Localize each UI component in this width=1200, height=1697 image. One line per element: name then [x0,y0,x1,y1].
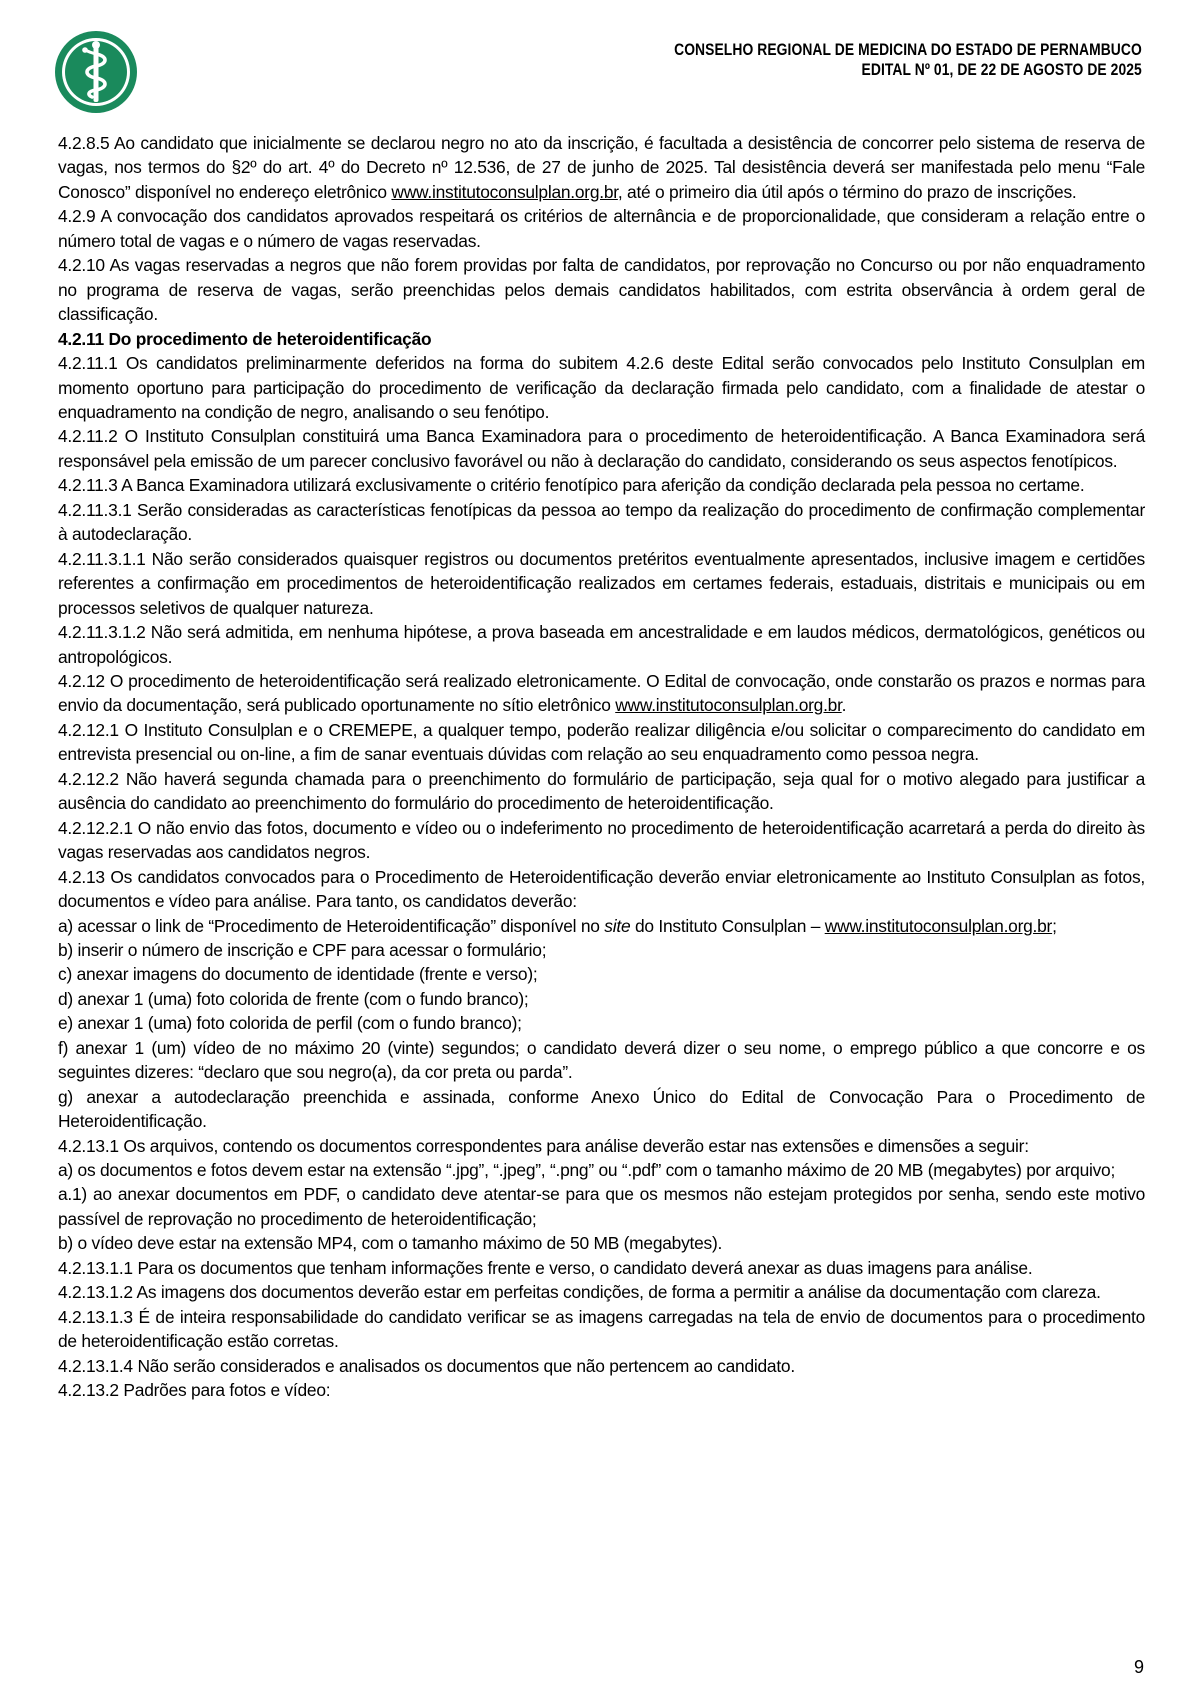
paragraph-4-2-11-1: 4.2.11.1 Os candidatos preliminarmente deferidos na forma do subitem 4.2.6 deste Edital serão convocados pelo Instituto Consulplan em momento oportuno para participação do procedimento de verificação da declaração firmada pelo candidato, com a finalidade de atestar o enquadramento na condição de negro, analisando o seu fenótipo. [58,353,1145,422]
paragraph-4-2-13-1-3: 4.2.13.1.3 É de inteira responsabilidade do candidato verificar se as imagens carregadas na tela de envio de documentos para o procedimento de heteroidentificação estão corretas. [58,1306,1145,1352]
list-item-b: b) inserir o número de inscrição e CPF para acessar o formulário; [58,939,547,960]
paragraph-4-2-13-1-4: 4.2.13.1.4 Não serão considerados e analisados os documentos que não pertencem ao candidato. [58,1355,795,1376]
list-item-c: c) anexar imagens do documento de identidade (frente e verso); [58,964,538,985]
caduceus-icon [54,30,138,114]
paragraph-4-2-11-3-1: 4.2.11.3.1 Serão consideradas as características fenotípicas da pessoa ao tempo da realização do procedimento de confirmação complementar à autodeclaração. [58,499,1145,545]
document-body [58,131,1145,1403]
paragraph-4-2-12-2: 4.2.12.2 Não haverá segunda chamada para o preenchimento do formulário de participação, seja qual for o motivo alegado para justificar a ausência do candidato ao preenchimento do formulário do procedimento de heteroidentificação. [58,768,1145,814]
consulplan-link[interactable]: www.institutoconsulplan.org.br [824,915,1053,936]
paragraph-4-2-12-1: 4.2.12.1 O Instituto Consulplan e o CREMEPE, a qualquer tempo, poderão realizar diligência e/ou solicitar o comparecimento do candidato em entrevista presencial ou on-line, a fim de sanar eventuais dúvidas com relação ao seu enquadramento como pessoa negra. [58,719,1145,765]
consulplan-link[interactable]: www.institutoconsulplan.org.br [615,695,842,716]
paragraph-4-2-11-2: 4.2.11.2 O Instituto Consulplan constituirá uma Banca Examinadora para o procedimento de heteroidentificação. A Banca Examinadora será responsável pela emissão de um parecer conclusivo favorável ou não à declaração do candidato, considerando os seus aspectos fenotípicos. [58,426,1145,471]
list-item-b: b) o vídeo deve estar na extensão MP4, com o tamanho máximo de 50 MB (megabytes). [58,1233,723,1254]
paragraph-4-2-13: 4.2.13 Os candidatos convocados para o Procedimento de Heteroidentificação deverão enviar eletronicamente ao Instituto Consulplan as fotos, documentos e vídeo para análise. Para tanto, os candidatos deverão: [58,866,1145,912]
list-item-d: d) anexar 1 (uma) foto colorida de frente (com o fundo branco); [58,988,529,1009]
paragraph-4-2-13-2: 4.2.13.2 Padrões para fotos e vídeo: [58,1380,331,1401]
paragraph-4-2-8-5: 4.2.8.5 Ao candidato que inicialmente se declarou negro no ato da inscrição, é facultada a desistência de concorrer pelo sistema de reserva de vagas, nos termos do §2º do art. 4º do Decreto nº 12.536, de 27 de junho de 2025. Tal desistência deverá ser manifestada pelo menu “Fale Conosco” disponível no endereço eletrônico www.institutoconsulplan.org.br, até o primeiro dia útil após o término do prazo de inscrições. [58,133,1145,202]
list-item-a1: a.1) ao anexar documentos em PDF, o candidato deve atentar-se para que os mesmos não estejam protegidos por senha, sendo este motivo passível de reprovação no procedimento de heteroidentificação; [58,1184,1145,1229]
paragraph-4-2-12: 4.2.12 O procedimento de heteroidentificação será realizado eletronicamente. O Edital de convocação, onde constarão os prazos e normas para envio da documentação, será publicado oportunamente no sítio eletrônico www.institutoconsulplan.org.br. [58,670,1145,716]
paragraph-4-2-10: 4.2.10 As vagas reservadas a negros que não forem providas por falta de candidatos, por reprovação no Concurso ou por não enquadramento no programa de reserva de vagas, serão preenchidas pelos demais candidatos habilitados, com estrita observância à ordem geral de classificação. [58,255,1145,325]
paragraph-4-2-11-3-1-2: 4.2.11.3.1.2 Não será admitida, em nenhuma hipótese, a prova baseada em ancestralidade e em laudos médicos, dermatológicos, genéticos ou antropológicos. [58,622,1145,667]
paragraph-4-2-12-2-1: 4.2.12.2.1 O não envio das fotos, documento e vídeo ou o indeferimento no procedimento de heteroidentificação acarretará a perda do direito às vagas reservadas aos candidatos negros. [58,817,1145,863]
paragraph-4-2-13-1-1: 4.2.13.1.1 Para os documentos que tenham informações frente e verso, o candidato deverá anexar as duas imagens para análise. [58,1257,1033,1278]
section-heading: 4.2.11 Do procedimento de heteroidentificação [58,328,432,349]
list-item-g: g) anexar a autodeclaração preenchida e assinada, conforme Anexo Único do Edital de Convocação Para o Procedimento de Heteroidentificação. [58,1086,1145,1132]
header-edital: EDITAL Nº 01, DE 22 DE AGOSTO DE 2025 [861,61,1142,79]
paragraph-4-2-9: 4.2.9 A convocação dos candidatos aprovados respeitará os critérios de alternância e de proporcionalidade, que consideram a relação entre o número total de vagas e o número de vagas reservadas. [58,206,1145,251]
list-item-a: a) os documentos e fotos devem estar na extensão “.jpg”, “.jpeg”, “.png” ou “.pdf” com o tamanho máximo de 20 MB (megabytes) por arquivo; [58,1160,1116,1181]
header-org: CONSELHO REGIONAL DE MEDICINA DO ESTADO DE PERNAMBUCO [674,41,1142,59]
paragraph-4-2-13-1-2: 4.2.13.1.2 As imagens dos documentos deverão estar em perfeitas condições, de forma a permitir a análise da documentação com clareza. [58,1282,1101,1303]
paragraph-4-2-11-3-1-1: 4.2.11.3.1.1 Não serão considerados quaisquer registros ou documentos pretéritos eventualmente apresentados, inclusive imagem e certidões referentes a confirmação em procedimentos de heteroidentificação realizados em certames federais, estaduais, distritais e municipais ou em processos seletivos de qualquer natureza. [58,548,1145,618]
list-item-f: f) anexar 1 (um) vídeo de no máximo 20 (vinte) segundos; o candidato deverá dizer o seu nome, o emprego público a que concorre e os seguintes dizeres: “declaro que sou negro(a), da cor preta ou parda”. [58,1037,1145,1083]
list-item-e: e) anexar 1 (uma) foto colorida de perfil (com o fundo branco); [58,1013,522,1034]
paragraph-4-2-11-3: 4.2.11.3 A Banca Examinadora utilizará exclusivamente o critério fenotípico para aferição da condição declarada pela pessoa no certame. [58,475,1085,496]
consulplan-link[interactable]: www.institutoconsulplan.org.br [391,181,618,202]
paragraph-4-2-13-1: 4.2.13.1 Os arquivos, contendo os documentos correspondentes para análise deverão estar nas extensões e dimensões a seguir: [58,1135,1029,1156]
page-number: 9 [1133,1657,1144,1677]
document-header [674,40,1142,80]
list-item-a: a) acessar o link de “Procedimento de Heteroidentificação” disponível no site do Instituto Consulplan – www.institutoconsulplan.org.br; [58,915,1057,936]
